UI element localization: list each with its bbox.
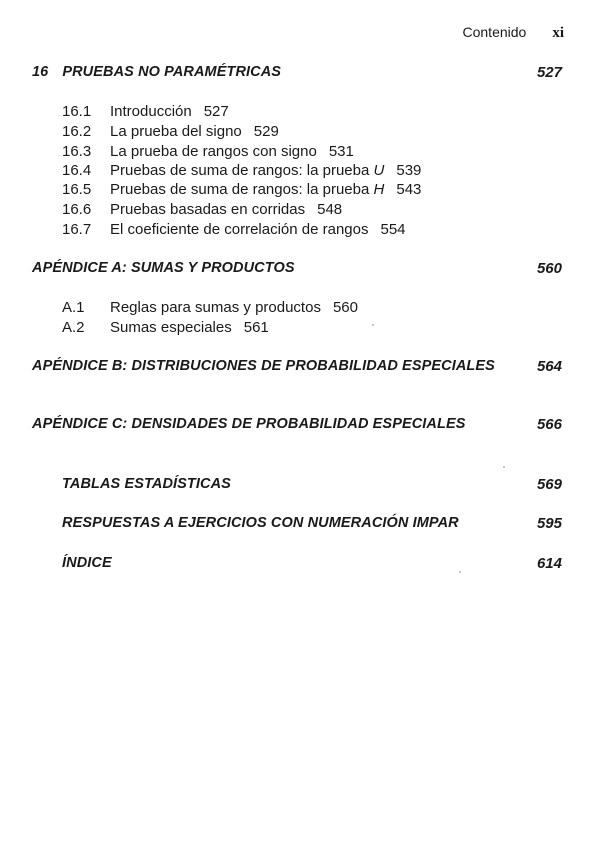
section-number: 16.6 [62,201,92,218]
appendix-b-heading[interactable]: APÉNDICE B: DISTRIBUCIONES DE PROBABILIDAD ESPECIALES [32,358,495,374]
section-page: 529 [253,123,279,140]
toc-entry-16-1[interactable] [62,103,229,120]
tables-page: 569 [536,476,562,493]
section-page: 548 [317,201,343,218]
index-heading[interactable]: ÍNDICE [62,555,112,571]
index-page: 614 [536,555,562,572]
running-header-page-number: xi [552,25,564,41]
section-page: 539 [396,162,422,179]
section-page: 561 [243,319,269,336]
section-number: 16.7 [62,221,92,238]
section-title: La prueba del signo [110,123,242,140]
appendix-b-page: 564 [536,358,562,375]
appendix-a-page: 560 [536,260,562,277]
scan-speck [372,324,374,326]
toc-entry-16-3[interactable] [62,143,354,160]
section-title: El coeficiente de correlación de rangos [110,221,369,238]
chapter-number: 16 [32,64,49,80]
section-page: 560 [332,299,358,316]
section-number: A.2 [62,319,85,336]
toc-entry-a-1[interactable] [62,299,358,316]
section-page: 531 [328,143,354,160]
section-title: Sumas especiales [110,319,232,336]
section-number: 16.1 [62,103,92,120]
section-title: Pruebas de suma de rangos: la prueba [110,181,370,198]
section-page: 554 [380,221,406,238]
section-number: 16.4 [62,162,92,179]
section-number: A.1 [62,299,85,316]
toc-entry-16-4[interactable] [62,162,421,179]
appendix-a-heading[interactable]: APÉNDICE A: SUMAS Y PRODUCTOS [32,260,295,276]
toc-entry-a-2[interactable] [62,319,269,336]
toc-entry-16-6[interactable] [62,201,342,218]
section-title: Reglas para sumas y productos [110,299,321,316]
answers-heading[interactable]: RESPUESTAS A EJERCICIOS CON NUMERACIÓN IMPAR [62,515,459,531]
section-title: Pruebas basadas en corridas [110,201,306,218]
section-title: La prueba de rangos con signo [110,143,317,160]
appendix-c-page: 566 [536,416,562,433]
running-header-section: Contenido [462,24,527,40]
section-title: Introducción [110,103,192,120]
toc-entry-16-2[interactable] [62,123,279,140]
section-variable: U [373,162,385,179]
chapter-16-page: 527 [536,64,562,81]
tables-heading[interactable]: TABLAS ESTADÍSTICAS [62,476,231,492]
running-header [463,24,565,42]
scan-speck [459,571,461,573]
section-title: Pruebas de suma de rangos: la prueba [110,162,370,179]
toc-entry-16-5[interactable] [62,181,421,198]
section-number: 16.2 [62,123,92,140]
section-page: 543 [396,181,422,198]
section-page: 527 [203,103,229,120]
chapter-16-heading[interactable] [32,64,281,80]
toc-entry-16-7[interactable] [62,221,406,238]
appendix-c-heading[interactable]: APÉNDICE C: DENSIDADES DE PROBABILIDAD ESPECIALES [32,416,466,432]
section-number: 16.5 [62,181,92,198]
section-variable: H [373,181,385,198]
scan-speck [503,466,505,468]
chapter-title: PRUEBAS NO PARAMÉTRICAS [62,64,282,80]
answers-page: 595 [536,515,562,532]
section-number: 16.3 [62,143,92,160]
